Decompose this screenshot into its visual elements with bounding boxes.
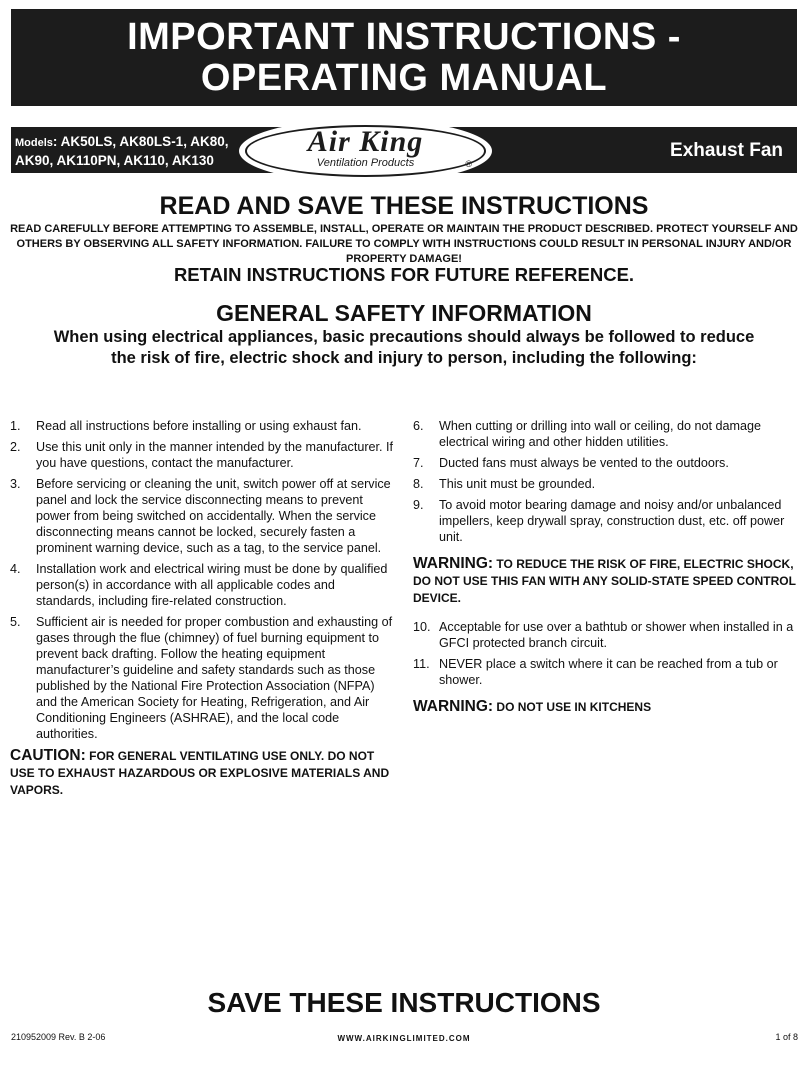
list-item <box>413 455 799 471</box>
item-text: Read all instructions before installing or using exhaust fan. <box>36 419 362 433</box>
item-number: 3. <box>10 477 21 491</box>
models-line-1: AK50LS, AK80LS-1, AK80, <box>60 134 229 149</box>
item-text: NEVER place a switch where it can be reached from a tub or shower. <box>439 657 778 687</box>
page-number: 1 of 8 <box>775 1032 798 1042</box>
item-text: When cutting or drilling into wall or ceiling, do not damage electrical wiring and other hidden utilities. <box>439 419 762 449</box>
safety-list-right-a <box>413 418 799 545</box>
logo-tagline: Ventilation Products <box>316 157 415 169</box>
models-line-2: AK90, AK110PN, AK110, AK130 <box>15 153 214 168</box>
warning-label: WARNING: <box>413 555 494 572</box>
list-item <box>10 439 394 471</box>
logo-brand-text: Air King <box>307 125 424 158</box>
title-banner <box>11 9 797 106</box>
caution-text: FOR GENERAL VENTILATING USE ONLY. DO NOT USE TO EXHAUST HAZARDOUS OR EXPLOSIVE MATERIALS AND VAPORS. <box>10 749 390 797</box>
item-number: 4. <box>10 562 21 576</box>
caution-notice <box>10 747 394 799</box>
item-text: Installation work and electrical wiring must be done by qualified person(s) in accordance with all applicable codes and standards, including fire-related construction. <box>36 562 388 608</box>
item-number: 7. <box>413 456 424 470</box>
warning-label: WARNING: <box>413 698 494 715</box>
warning-speed-control <box>413 555 799 607</box>
website-url: WWW.AIRKINGLIMITED.COM <box>337 1034 471 1043</box>
item-text: Use this unit only in the manner intended by the manufacturer. If you have questions, contact the manufacturer. <box>36 440 394 470</box>
item-number: 6. <box>413 419 424 433</box>
title-line-2: OPERATING MANUAL <box>200 57 608 99</box>
warning-text: TO REDUCE THE RISK OF FIRE, ELECTRIC SHOCK, DO NOT USE THIS FAN WITH ANY SOLID-STATE SPEED CONTROL DEVICE. <box>413 557 796 605</box>
list-item <box>413 418 799 450</box>
warning-kitchens <box>413 698 799 716</box>
list-item <box>10 476 394 556</box>
models-list <box>15 133 228 169</box>
safety-list-left <box>10 418 394 742</box>
registered-mark: ® <box>465 159 472 169</box>
list-item <box>413 656 799 688</box>
item-number: 1. <box>10 419 21 433</box>
save-instructions-footer-heading: SAVE THESE INSTRUCTIONS <box>207 987 601 1018</box>
item-text: Before servicing or cleaning the unit, switch power off at service panel and lock the service disconnecting means to prevent power from being switched on accidentally. When the service disconnecting means cannot be locked, securely fasten a prominent warning device, such as a tag, to the service panel. <box>36 477 391 555</box>
item-text: Ducted fans must always be vented to the outdoors. <box>439 456 729 470</box>
safety-subheading: When using electrical appliances, basic precautions should always be followed to reduce the risk of fire, electric shock and injury to person, including the following: <box>53 328 755 367</box>
left-column <box>10 418 394 811</box>
read-carefully-notice: READ CAREFULLY BEFORE ATTEMPTING TO ASSEMBLE, INSTALL, OPERATE OR MAINTAIN THE PRODUCT DESCRIBED. PROTECT YOURSELF AND OTHERS BY OBSERVING ALL SAFETY INFORMATION. FAILURE TO COMPLY WITH INSTRUCTIONS COULD RESULT IN PERSONAL INJURY AND/OR PROPERTY DAMAGE! <box>10 223 798 265</box>
list-item <box>10 418 394 434</box>
item-text: Sufficient air is needed for proper combustion and exhausting of gases through the flue (chimney) of fuel burning equipment to prevent back drafting. Follow the heating equipment manufacturer’s guideline and safety standards such as those published by the National Fire Protection Association (NFPA) and the American Society for Heating, Refrigeration, and Air Conditioning Engineers (ASHRAE), and the local code authorities. <box>36 615 393 741</box>
retain-notice: RETAIN INSTRUCTIONS FOR FUTURE REFERENCE. <box>173 264 635 285</box>
title-line-1: IMPORTANT INSTRUCTIONS - <box>127 16 681 58</box>
safety-list-right-b <box>413 619 799 688</box>
item-number: 9. <box>413 498 424 512</box>
caution-label: CAUTION: <box>10 747 86 764</box>
document-number: 210952009 Rev. B 2-06 <box>11 1032 106 1042</box>
read-save-heading: READ AND SAVE THESE INSTRUCTIONS <box>159 192 649 220</box>
item-text: This unit must be grounded. <box>439 477 596 491</box>
right-column <box>413 418 799 728</box>
list-item <box>10 614 394 742</box>
item-number: 5. <box>10 615 21 629</box>
warning-text: DO NOT USE IN KITCHENS <box>496 700 652 714</box>
models-colon: : <box>52 134 58 149</box>
list-item <box>413 619 799 651</box>
item-text: To avoid motor bearing damage and noisy and/or unbalanced impellers, keep drywall spray, construction dust, etc. off power unit. <box>439 498 785 544</box>
safety-heading: GENERAL SAFETY INFORMATION <box>216 300 592 326</box>
models-label: Models <box>15 137 53 149</box>
item-number: 10. <box>413 620 431 634</box>
list-item <box>10 561 394 609</box>
item-text: Acceptable for use over a bathtub or shower when installed in a GFCI protected branch circuit. <box>439 620 794 650</box>
air-king-logo <box>239 119 492 183</box>
product-type: Exhaust Fan <box>670 140 783 161</box>
list-item <box>413 476 799 492</box>
item-number: 11. <box>413 657 430 671</box>
item-number: 8. <box>413 477 424 491</box>
item-number: 2. <box>10 440 21 454</box>
list-item <box>413 497 799 545</box>
